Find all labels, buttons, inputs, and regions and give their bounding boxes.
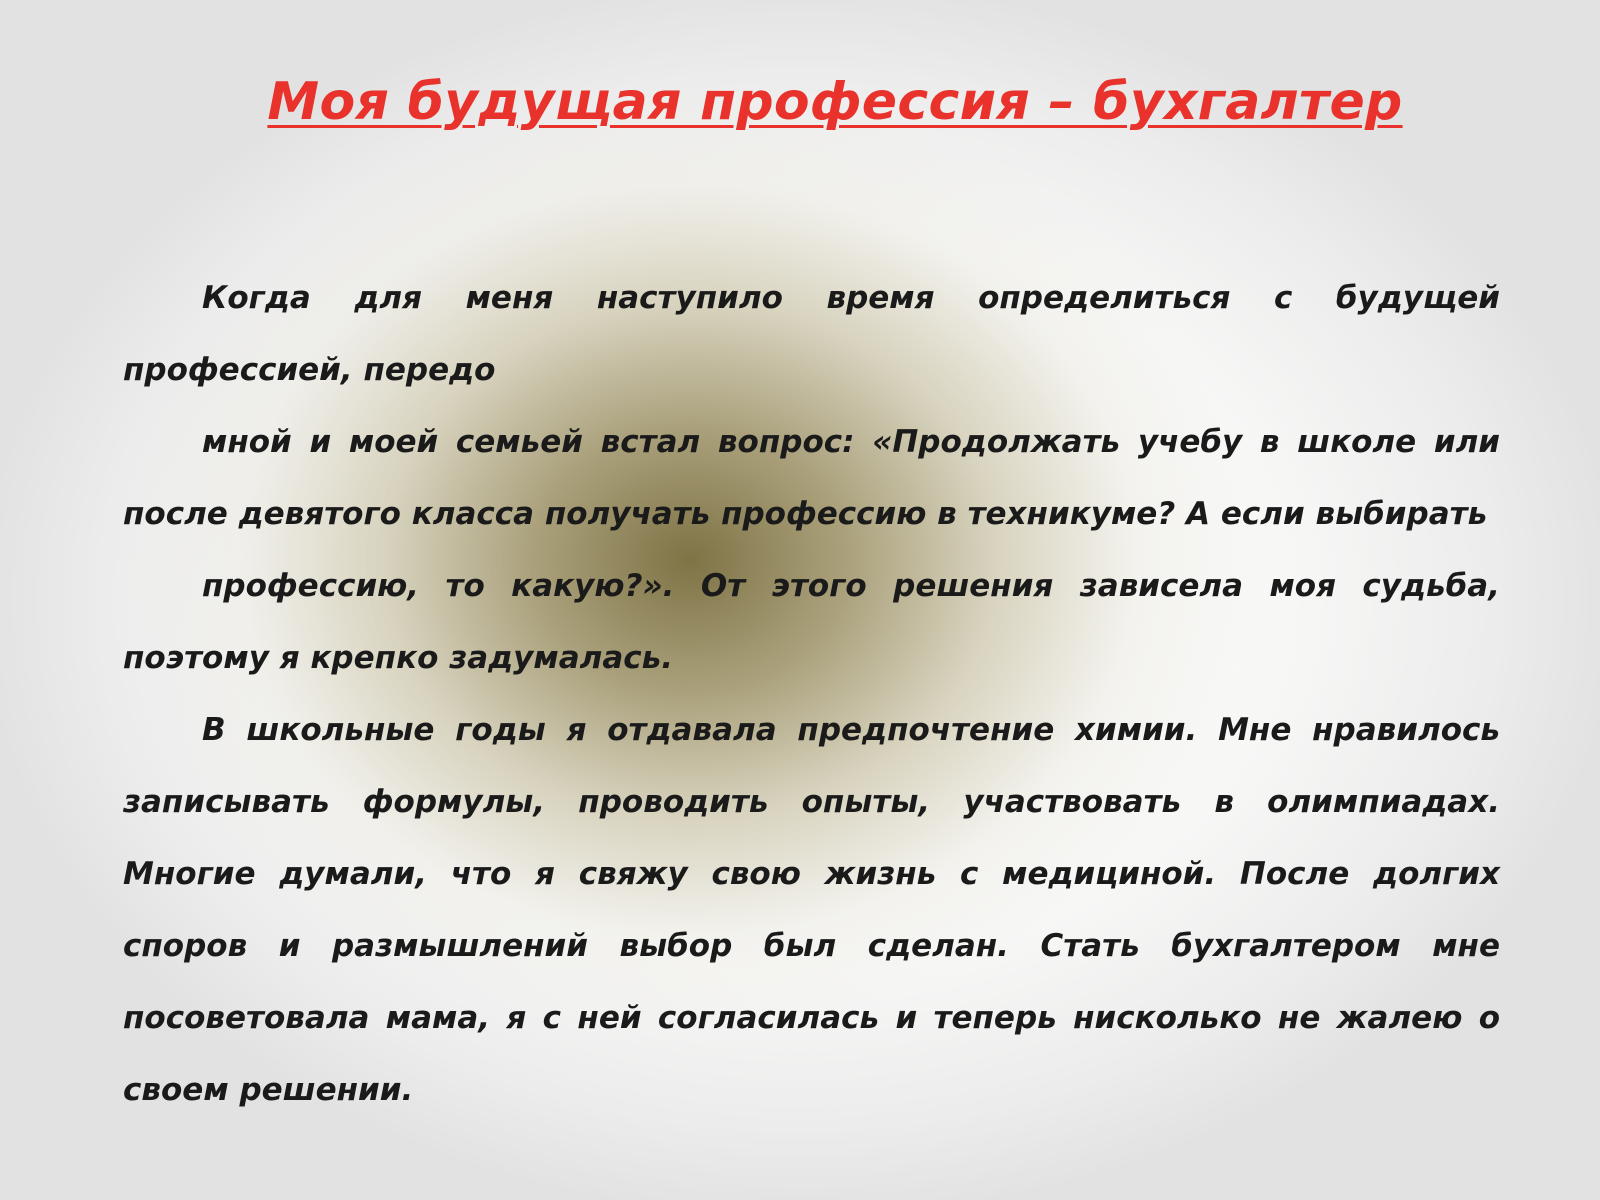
slide-title: Моя будущая профессия – бухгалтер — [267, 72, 1403, 132]
paragraph-4: В школьные годы я отдавала предпочтение химии. Мне нравилось записывать формулы, проводить опыты, участвовать в олимпиадах. Многие думали, что я свяжу свою жизнь с медициной. После долгих споров и размышлений выбор был сделан. Стать бухгалтером мне посоветовала мама, я с ней согласилась и теперь нисколько не жалею о своем решении. — [123, 712, 1500, 1108]
paragraph-2: мной и моей семьей встал вопрос: «Продолжать учебу в школе или после девятого класса получать профессию в техникуме? А если выбирать — [123, 424, 1500, 532]
paragraph-3: профессию, то какую?». От этого решения зависела моя судьба, поэтому я крепко задумалась. — [123, 568, 1500, 676]
paragraph-1: Когда для меня наступило время определиться с будущей профессией, передо — [123, 280, 1500, 388]
body-text — [123, 262, 1500, 1126]
